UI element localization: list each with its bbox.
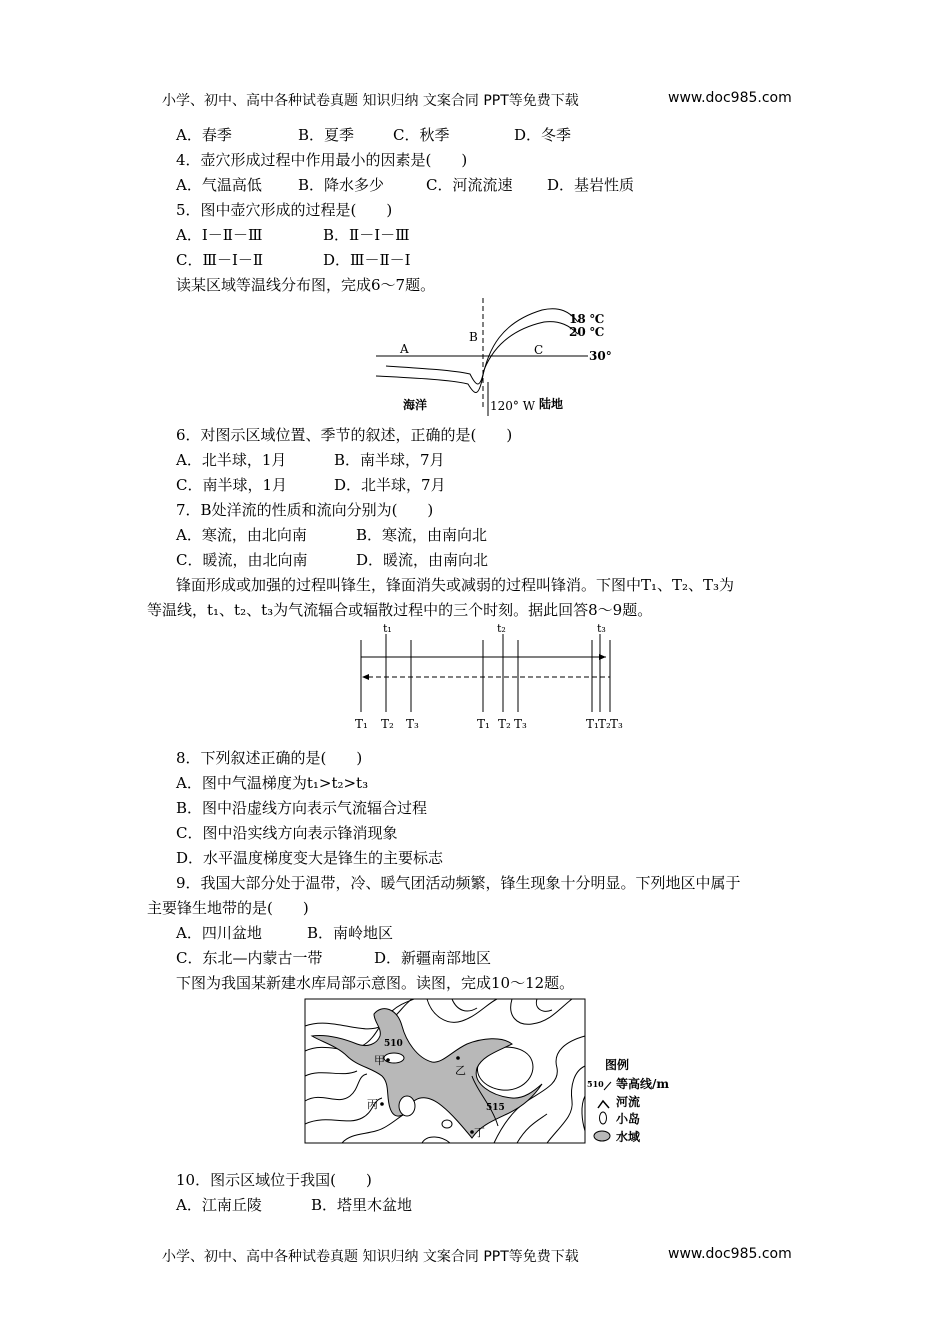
q5-option-c: C．Ⅲ－Ⅰ－Ⅱ [176,251,264,269]
point-bing [380,1102,384,1106]
q8-option-b: B．图中沿虚线方向表示气流辐合过程 [176,799,428,817]
contour-515-label: 515 [486,1103,505,1113]
q6-options-row1 [176,450,445,470]
island-1 [384,1053,404,1063]
q4-option-b: B．降水多少 [298,176,385,194]
label-t3-lower: t₃ [597,622,606,635]
q5-stem: 5．图中壶穴形成的过程是( ) [176,201,393,219]
contour-510-label: 510 [384,1039,403,1049]
q8-option-c: C．图中沿实线方向表示锋消现象 [176,824,398,842]
q6-option-a: A．北半球，1月 [176,451,287,469]
reservoir-map [302,996,682,1148]
label-bing: 丙 [367,1098,378,1111]
label-T1-c: T₁ [586,717,599,731]
q3-option-c: C．秋季 [393,126,450,144]
legend-title: 图例 [605,1058,630,1072]
intro-8-9-line2: 等温线，t₁、t₂、t₃为气流辐合或辐散过程中的三个时刻。据此回答8～9题。 [147,601,653,619]
label-ocean: 海洋 [403,398,428,412]
intro-10-12: 下图为我国某新建水库局部示意图。读图，完成10～12题。 [176,974,575,992]
dashed-arrow-head [362,674,369,680]
label-30-deg: 30° [589,349,612,363]
q5-option-b: B．Ⅱ－Ⅰ－Ⅲ [323,226,410,244]
q8-option-a: A．图中气温梯度为t₁>t₂>t₃ [176,774,369,792]
point-yi [456,1056,460,1060]
q5-option-d: D．Ⅲ－Ⅱ－Ⅰ [323,251,411,269]
q10-option-b: B．塔里木盆地 [311,1196,413,1214]
q3-option-b: B．夏季 [298,126,355,144]
label-18c: 18 ℃ [569,312,605,326]
legend-water-symbol [594,1131,610,1141]
q5-options-row1 [176,225,410,245]
q5-options-row2 [176,250,411,270]
legend-contour-value: 510 [587,1079,604,1089]
q7-options-row2 [176,550,488,570]
label-land: 陆地 [539,397,564,411]
legend-island-symbol [600,1112,607,1124]
label-b: B [469,330,478,344]
label-T3-c: T₃ [610,717,623,731]
q3-option-a: A．春季 [176,126,232,144]
q9-option-a: A．四川盆地 [176,924,262,942]
q6-option-c: C．南半球，1月 [176,476,288,494]
q9-option-d: D．新疆南部地区 [374,949,492,967]
legend-contour-symbol [604,1082,611,1090]
q7-option-c: C．暖流，由北向南 [176,551,308,569]
q9-options-row1 [176,923,393,943]
point-jia [386,1058,390,1062]
q10-stem: 10．图示区域位于我国( ) [176,1171,372,1189]
q7-option-d: D．暖流，由南向北 [356,551,489,569]
label-120w: 120° W [490,399,536,413]
label-T3-b: T₃ [514,717,527,731]
legend-river-label: 河流 [616,1095,641,1109]
intro-8-9-line1: 锋面形成或加强的过程叫锋生，锋面消失或减弱的过程叫锋消。下图中T₁、T₂、T₃为 [176,576,735,594]
label-T1-b: T₁ [477,717,490,731]
q4-option-d: D．基岩性质 [547,176,635,194]
label-t2-lower: t₂ [497,622,506,635]
q9-options-row2 [176,948,491,968]
label-c: C [534,343,544,357]
q10-option-a: A．江南丘陵 [176,1196,262,1214]
label-ding: 丁 [474,1126,485,1139]
legend-river-symbol [598,1101,609,1108]
label-jia: 甲 [374,1054,385,1067]
page-header [162,90,792,110]
footer-text: 小学、初中、高中各种试卷真题 知识归纳 文案合同 PPT等免费下载 [162,1249,579,1265]
q10-options [176,1195,412,1215]
label-a: A [400,342,409,356]
label-T2-c: T₂ [598,717,611,731]
intro-6-7: 读某区域等温线分布图，完成6～7题。 [176,276,436,294]
page-footer [162,1246,792,1266]
q9-option-c: C．东北—内蒙古一带 [176,949,323,967]
legend-contour-label: 等高线/m [616,1077,670,1091]
isotherm-figure [372,298,622,418]
q6-option-d: D．北半球，7月 [334,476,446,494]
island-3 [442,1120,452,1128]
q7-option-a: A．寒流，由北向南 [176,526,307,544]
q6-options-row2 [176,475,446,495]
q3-options [176,125,571,145]
label-T2-a: T₂ [381,717,394,731]
q7-stem: 7．B处洋流的性质和流向分别为( ) [176,501,434,519]
q6-option-b: B．南半球，7月 [334,451,445,469]
legend-island-label: 小岛 [616,1112,641,1126]
header-text: 小学、初中、高中各种试卷真题 知识归纳 文案合同 PPT等免费下载 [162,93,579,109]
q4-option-a: A．气温高低 [176,176,262,194]
label-20c: 20 ℃ [569,325,605,339]
legend-water-label: 水域 [616,1130,641,1144]
q4-option-c: C．河流流速 [426,176,513,194]
label-T2-b: T₂ [498,717,511,731]
q8-option-d: D．水平温度梯度变大是锋生的主要标志 [176,849,444,867]
q9-option-b: B．南岭地区 [307,924,394,942]
island-2 [399,1096,415,1116]
label-T3-a: T₃ [406,717,419,731]
footer-url[interactable]: www.doc985.com [668,1246,792,1262]
q8-stem: 8．下列叙述正确的是( ) [176,749,363,767]
q9-stem-line1: 9．我国大部分处于温带，冷、暖气团活动频繁，锋生现象十分明显。下列地区中属于 [176,874,741,892]
q7-options-row1 [176,525,487,545]
isotherm-20 [386,322,578,384]
label-yi: 乙 [455,1064,466,1077]
label-T1-a: T₁ [355,717,368,731]
q3-option-d: D．冬季 [514,126,572,144]
header-url[interactable]: www.doc985.com [668,90,792,106]
q4-options [176,175,634,195]
solid-arrow-head [599,654,606,660]
frontogenesis-figure [350,620,635,738]
q9-stem-line2: 主要锋生地带的是( ) [147,899,309,917]
q4-stem: 4．壶穴形成过程中作用最小的因素是( ) [176,151,468,169]
label-t1-lower: t₁ [383,622,392,635]
q6-stem: 6．对图示区域位置、季节的叙述，正确的是( ) [176,426,513,444]
q5-option-a: A．Ⅰ－Ⅱ－Ⅲ [176,226,263,244]
q7-option-b: B．寒流，由南向北 [356,526,488,544]
